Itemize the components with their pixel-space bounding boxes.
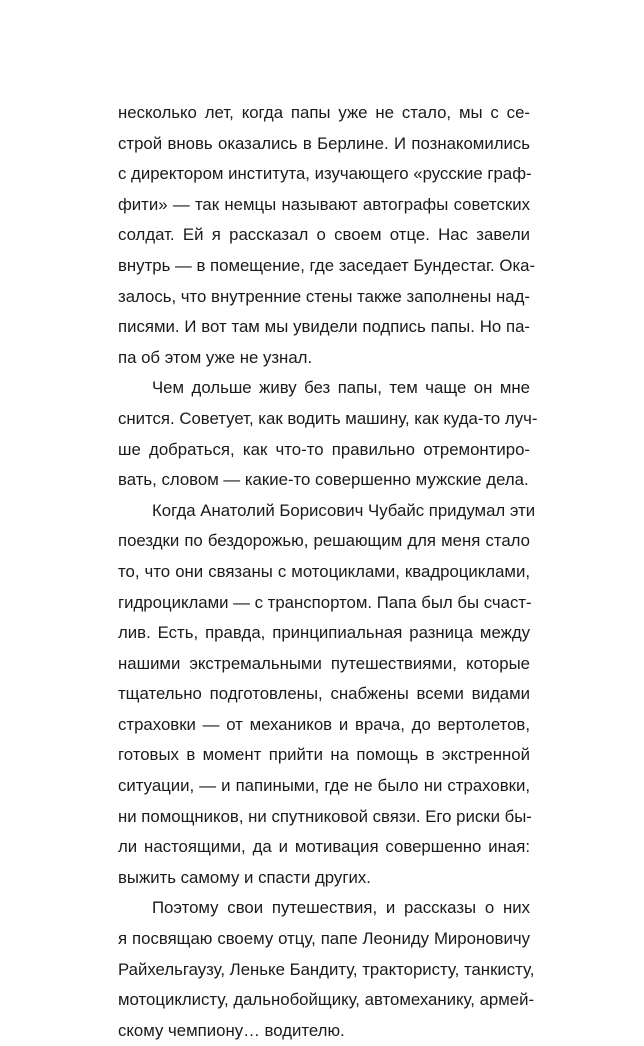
paragraph — [118, 496, 536, 894]
paragraph — [118, 98, 536, 373]
paragraph — [118, 373, 538, 495]
text-line: несколько лет, когда папы уже не стало, мы с се- — [118, 103, 530, 122]
text-line: вать, словом — какие-то совершенно мужские дела. — [118, 470, 529, 490]
text-line: лив. Есть, правда, принципиальная разница между — [118, 623, 530, 643]
text-line: внутрь — в помещение, где заседает Бундестаг. Ока- — [118, 255, 536, 275]
text-line: ше добраться, как что-то правильно отремонтиро- — [118, 439, 530, 459]
text-line: ни помощников, ни спутниковой связи. Его риски бы- — [118, 806, 532, 826]
text-line: мотоциклисту, дальнобойщику, автомеханику, армей- — [118, 990, 535, 1010]
text-line: то, что они связаны с мотоциклами, квадроциклами, — [118, 561, 530, 581]
text-line: гидроциклами — с транспортом. Папа был бы счаст- — [118, 592, 532, 612]
text-line: залось, что внутренние стены также заполнены над- — [118, 286, 530, 306]
text-line: Поэтому свои путешествия, и рассказы о них — [152, 898, 530, 918]
body-text — [118, 98, 538, 1046]
text-line: выжить самому и спасти других. — [118, 867, 371, 887]
paragraph — [118, 893, 535, 1046]
text-line: с директором института, изучающего «русские граф- — [118, 164, 532, 184]
text-line: ли настоящими, да и мотивация совершенно иная: — [118, 837, 530, 857]
text-line: строй вновь оказались в Берлине. И познакомились — [118, 133, 530, 153]
text-line: па об этом уже не узнал. — [118, 347, 313, 367]
text-line: фити» — так немцы называют автографы советских — [118, 194, 530, 214]
text-line: Когда Анатолий Борисович Чубайс придумал эти — [152, 500, 536, 520]
text-line: готовых в момент прийти на помощь в экстренной — [118, 745, 530, 765]
text-line: страховки — от механиков и врача, до вертолетов, — [118, 714, 530, 734]
text-line: тщательно подготовлены, снабжены всеми видами — [118, 684, 530, 704]
text-line: поездки по бездорожью, решающим для меня стало — [118, 531, 530, 551]
text-line: снится. Советует, как водить машину, как куда-то луч- — [118, 408, 538, 428]
text-line: писями. И вот там мы увидели подпись папы. Но па- — [118, 317, 530, 337]
text-line: Райхельгаузу, Леньке Бандиту, трактористу, танкисту, — [118, 959, 535, 979]
text-line: нашими экстремальными путешествиями, которые — [118, 653, 530, 673]
text-line: я посвящаю своему отцу, папе Леониду Мироновичу — [118, 929, 530, 949]
text-line: скому чемпиону… водителю. — [118, 1020, 345, 1040]
text-line: ситуации, — и папиными, где не было ни страховки, — [118, 776, 530, 796]
text-line: Чем дольше живу без папы, тем чаще он мне — [152, 378, 530, 398]
text-line: солдат. Ей я рассказал о своем отце. Нас завели — [118, 225, 530, 245]
